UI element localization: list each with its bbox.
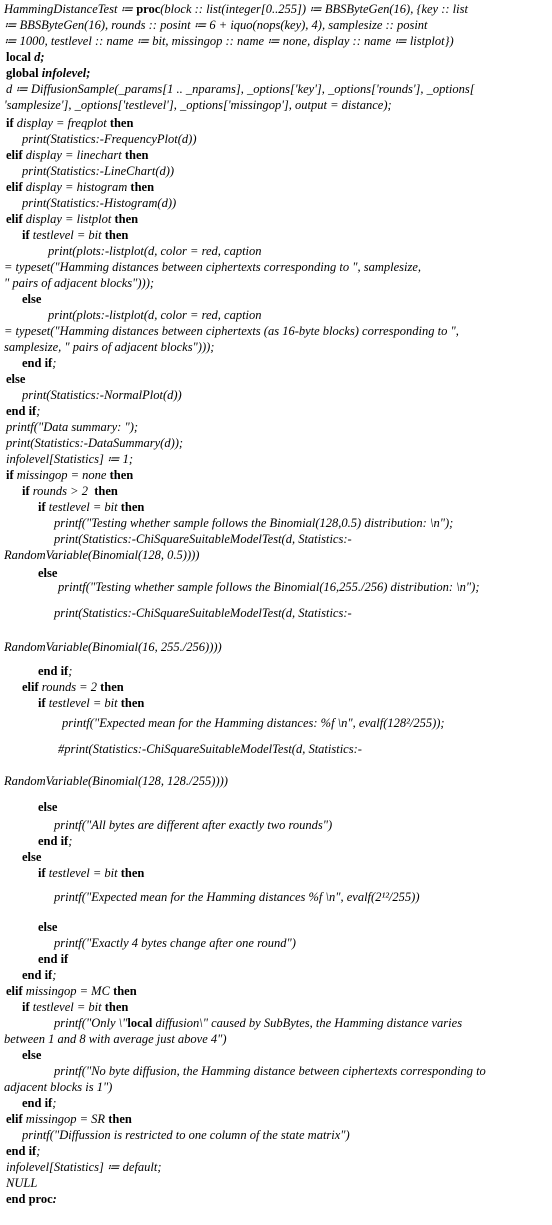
code-line: end proc: bbox=[6, 1192, 57, 1206]
code-line: else bbox=[22, 850, 42, 864]
code-line: adjacent blocks is 1") bbox=[4, 1080, 113, 1094]
code-line: RandomVariable(Binomial(128, 0.5)))) bbox=[4, 548, 200, 562]
code-line: end if; bbox=[22, 968, 57, 982]
code-line: printf("No byte diffusion, the Hamming distance between ciphertexts corresponding to bbox=[54, 1064, 486, 1078]
code-line: printf("Exactly 4 bytes change after one round") bbox=[54, 936, 296, 950]
code-line: print(Statistics:-FrequencyPlot(d)) bbox=[22, 132, 197, 146]
code-line: infolevel[Statistics] ≔ 1; bbox=[6, 452, 134, 466]
code-line: printf("Only \"local diffusion\" caused by SubBytes, the Hamming distance varies bbox=[54, 1016, 463, 1030]
code-line: RandomVariable(Binomial(128, 128./255)))) bbox=[4, 774, 228, 788]
code-line: samplesize, " pairs of adjacent blocks"))); bbox=[4, 340, 215, 354]
code-line: end if; bbox=[38, 664, 73, 678]
code-line: if testlevel = bit then bbox=[22, 1000, 129, 1014]
code-line: if testlevel = bit then bbox=[38, 500, 145, 514]
code-line: printf("Expected mean for the Hamming distances: %f \n", evalf(128²/255)); bbox=[62, 716, 445, 730]
code-line: print(Statistics:-LineChart(d)) bbox=[22, 164, 175, 178]
code-line: d ≔ DiffusionSample(_params[1 .. _nparams], _options['key'], _options['rounds'], _options[ bbox=[6, 82, 475, 96]
code-line: else bbox=[38, 566, 58, 580]
code-line: elif missingop = SR then bbox=[6, 1112, 132, 1126]
code-line: infolevel[Statistics] ≔ default; bbox=[6, 1160, 162, 1174]
code-line: else bbox=[22, 292, 42, 306]
code-line: HammingDistanceTest ≔ proc(block :: list(integer[0..255]) ≔ BBSByteGen(16), {key :: list bbox=[4, 2, 468, 16]
code-line: ≔ BBSByteGen(16), rounds :: posint ≔ 6 + iquo(nops(key), 4), samplesize :: posint bbox=[4, 18, 428, 32]
code-line: #print(Statistics:-ChiSquareSuitableModelTest(d, Statistics:- bbox=[58, 742, 362, 756]
code-line: end if; bbox=[22, 1096, 57, 1110]
code-line: global infolevel; bbox=[6, 66, 91, 80]
code-line: printf("Data summary: "); bbox=[6, 420, 139, 434]
code-line: if display = freqplot then bbox=[6, 116, 134, 130]
code-line: end if; bbox=[6, 404, 41, 418]
code-line: between 1 and 8 with average just above 4") bbox=[4, 1032, 227, 1046]
code-line: else bbox=[38, 800, 58, 814]
code-line: if missingop = none then bbox=[6, 468, 134, 482]
code-line: end if; bbox=[22, 356, 57, 370]
code-line: print(Statistics:-Histogram(d)) bbox=[22, 196, 177, 210]
code-line: end if bbox=[38, 952, 69, 966]
code-line: else bbox=[38, 920, 58, 934]
code-line: printf("Testing whether sample follows the Binomial(128,0.5) distribution: \n"); bbox=[54, 516, 454, 530]
code-line: print(Statistics:-NormalPlot(d)) bbox=[22, 388, 182, 402]
code-line: print(Statistics:-DataSummary(d)); bbox=[6, 436, 184, 450]
code-line: NULL bbox=[6, 1176, 38, 1190]
code-line: if rounds > 2 then bbox=[22, 484, 118, 498]
code-line: printf("Expected mean for the Hamming distances %f \n", evalf(2¹²/255)) bbox=[54, 890, 420, 904]
code-line: printf("Testing whether sample follows the Binomial(16,255./256) distribution: \n"); bbox=[58, 580, 480, 594]
code-line: elif display = listplot then bbox=[6, 212, 139, 226]
code-line: = typeset("Hamming distances between ciphertexts corresponding to ", samplesize, bbox=[4, 260, 422, 274]
code-line: elif rounds = 2 then bbox=[22, 680, 124, 694]
code-line: elif display = linechart then bbox=[6, 148, 149, 162]
code-line: print(plots:-listplot(d, color = red, caption bbox=[48, 308, 262, 322]
code-line: elif display = histogram then bbox=[6, 180, 155, 194]
code-line: elif missingop = MC then bbox=[6, 984, 137, 998]
code-line: RandomVariable(Binomial(16, 255./256)))) bbox=[4, 640, 222, 654]
code-line: ≔ 1000, testlevel :: name ≔ bit, missingop :: name ≔ none, display :: name ≔ listplot}) bbox=[4, 34, 454, 48]
code-line: print(plots:-listplot(d, color = red, caption bbox=[48, 244, 262, 258]
code-line: print(Statistics:-ChiSquareSuitableModelTest(d, Statistics:- bbox=[54, 532, 352, 546]
code-line: if testlevel = bit then bbox=[38, 866, 145, 880]
code-line: print(Statistics:-ChiSquareSuitableModelTest(d, Statistics:- bbox=[54, 606, 352, 620]
code-line: printf("Diffussion is restricted to one column of the state matrix") bbox=[22, 1128, 350, 1142]
code-line: else bbox=[22, 1048, 42, 1062]
code-line: end if; bbox=[6, 1144, 41, 1158]
code-line: local d; bbox=[6, 50, 45, 64]
code-line: else bbox=[6, 372, 26, 386]
code-line: 'samplesize'], _options['testlevel'], _options['missingop'], output = distance); bbox=[4, 98, 392, 112]
code-line: printf("All bytes are different after exactly two rounds") bbox=[54, 818, 333, 832]
code-line: if testlevel = bit then bbox=[38, 696, 145, 710]
code-line: end if; bbox=[38, 834, 73, 848]
code-line: " pairs of adjacent blocks"))); bbox=[4, 276, 155, 290]
code-line: if testlevel = bit then bbox=[22, 228, 129, 242]
code-line: = typeset("Hamming distances between ciphertexts (as 16-byte blocks) corresponding to ", bbox=[4, 324, 459, 338]
